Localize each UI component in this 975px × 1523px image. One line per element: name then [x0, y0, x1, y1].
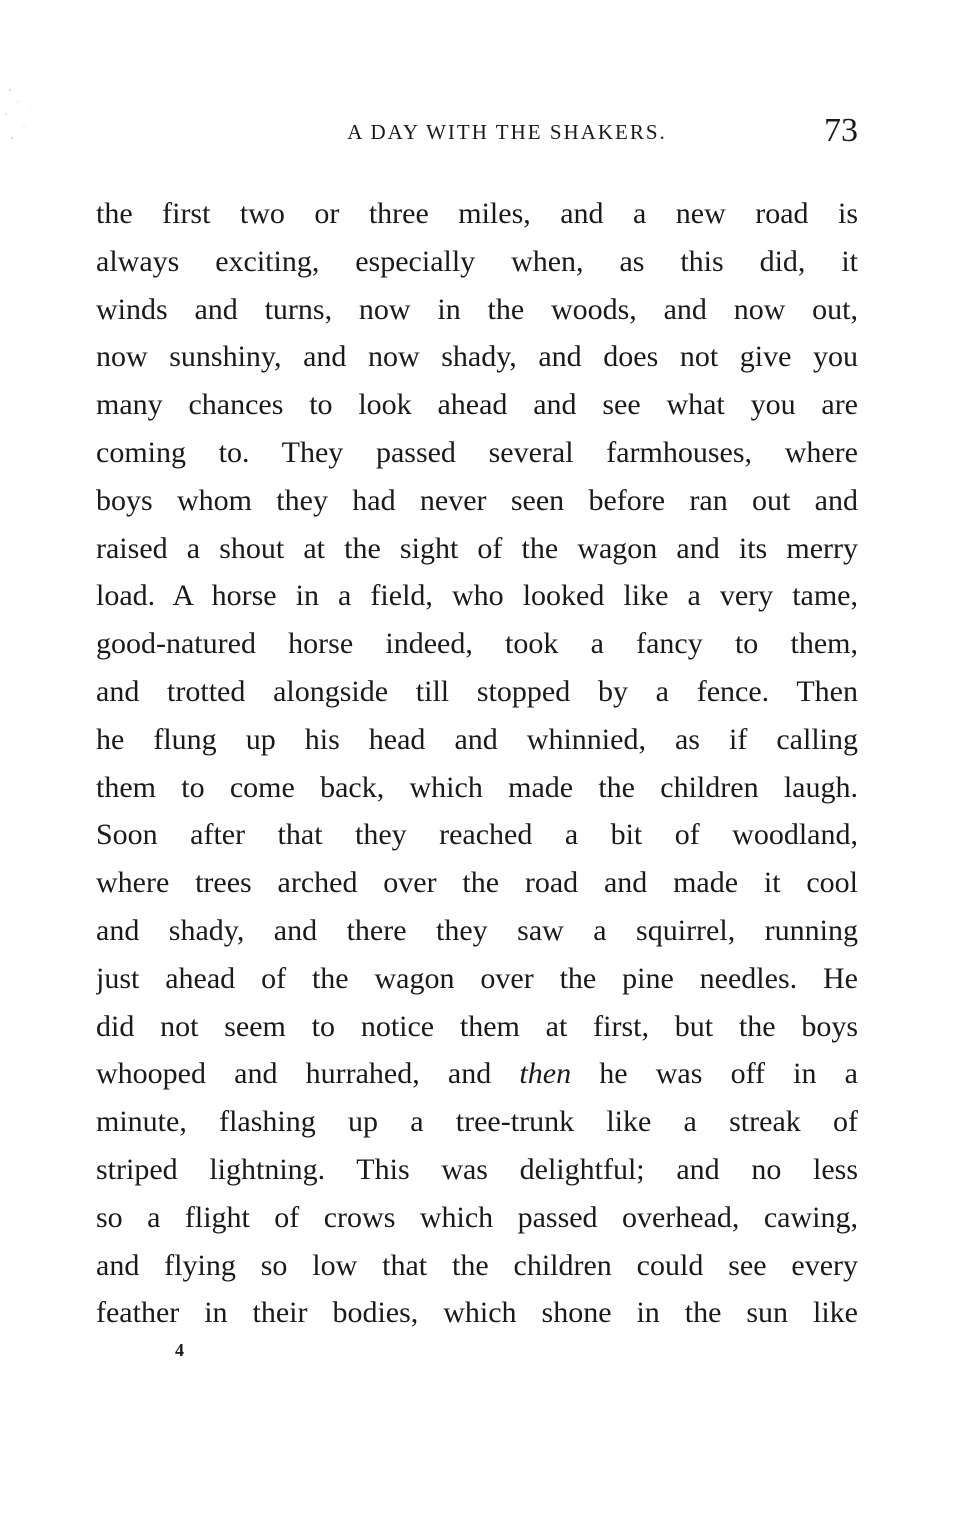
- text-segment: minute, flashing up a tree-trunk like a streak of: [96, 1105, 858, 1139]
- text-segment: so a flight of crows which passed overhead, cawing,: [96, 1200, 858, 1234]
- text-segment: where trees arched over the road and made it cool: [96, 866, 858, 900]
- text-segment: he flung up his head and whinnied, as if calling: [96, 722, 858, 756]
- text-line: [96, 764, 858, 812]
- running-head: [96, 112, 858, 152]
- text-segment: coming to. They passed several farmhouses, where: [96, 435, 858, 469]
- emphasized-word: then: [519, 1057, 572, 1091]
- text-segment: winds and turns, now in the woods, and now out,: [96, 292, 858, 326]
- running-title: A DAY WITH THE SHAKERS.: [347, 120, 667, 144]
- text-segment: and trotted alongside till stopped by a fence. Then: [96, 674, 858, 708]
- text-segment: he was off in a: [571, 1057, 858, 1091]
- text-segment: just ahead of the wagon over the pine needles. He: [96, 961, 858, 995]
- text-segment: many chances to look ahead and see what you are: [96, 388, 858, 422]
- text-line: [96, 1194, 858, 1242]
- text-line: [96, 1289, 858, 1337]
- text-segment: raised a shout at the sight of the wagon and its merry: [96, 531, 858, 565]
- text-line: [96, 238, 858, 286]
- text-line: [96, 1098, 858, 1146]
- text-line: [96, 1242, 858, 1290]
- text-line: [96, 525, 858, 573]
- text-line: [96, 286, 858, 334]
- text-line: [96, 333, 858, 381]
- text-segment: Soon after that they reached a bit of woodland,: [96, 818, 858, 852]
- text-segment: and shady, and there they saw a squirrel, running: [96, 913, 858, 947]
- text-line: [96, 955, 858, 1003]
- text-segment: good-natured horse indeed, took a fancy to them,: [96, 627, 858, 661]
- text-segment: and flying so low that the children could see every: [96, 1248, 858, 1282]
- text-segment: now sunshiny, and now shady, and does not give you: [96, 340, 858, 374]
- text-segment: always exciting, especially when, as this did, it: [96, 244, 858, 278]
- text-line: [96, 716, 858, 764]
- text-line: [96, 668, 858, 716]
- text-line: [96, 1003, 858, 1051]
- text-segment: feather in their bodies, which shone in the sun like: [96, 1296, 858, 1330]
- text-line: [96, 477, 858, 525]
- text-segment: them to come back, which made the children laugh.: [96, 770, 858, 804]
- paper-specks: [0, 80, 60, 170]
- text-line: [96, 907, 858, 955]
- text-line: [96, 1146, 858, 1194]
- text-line: [96, 811, 858, 859]
- text-line: [96, 620, 858, 668]
- page-number: 73: [824, 112, 858, 149]
- signature-mark: 4: [175, 1340, 184, 1360]
- text-segment: did not seem to notice them at first, but the boys: [96, 1009, 858, 1043]
- text-segment: whooped and hurrahed, and: [96, 1057, 520, 1091]
- text-line: [96, 429, 858, 477]
- text-segment: boys whom they had never seen before ran out and: [96, 483, 858, 517]
- text-line: [96, 859, 858, 907]
- text-line: [96, 381, 858, 429]
- body-text: [96, 190, 858, 1337]
- text-segment: striped lightning. This was delightful; and no less: [96, 1152, 858, 1186]
- text-line: [96, 1050, 858, 1098]
- text-segment: the first two or three miles, and a new road is: [96, 197, 858, 230]
- text-line: [96, 572, 858, 620]
- text-line: [96, 190, 858, 238]
- text-segment: load. A horse in a field, who looked like a very tame,: [96, 579, 858, 613]
